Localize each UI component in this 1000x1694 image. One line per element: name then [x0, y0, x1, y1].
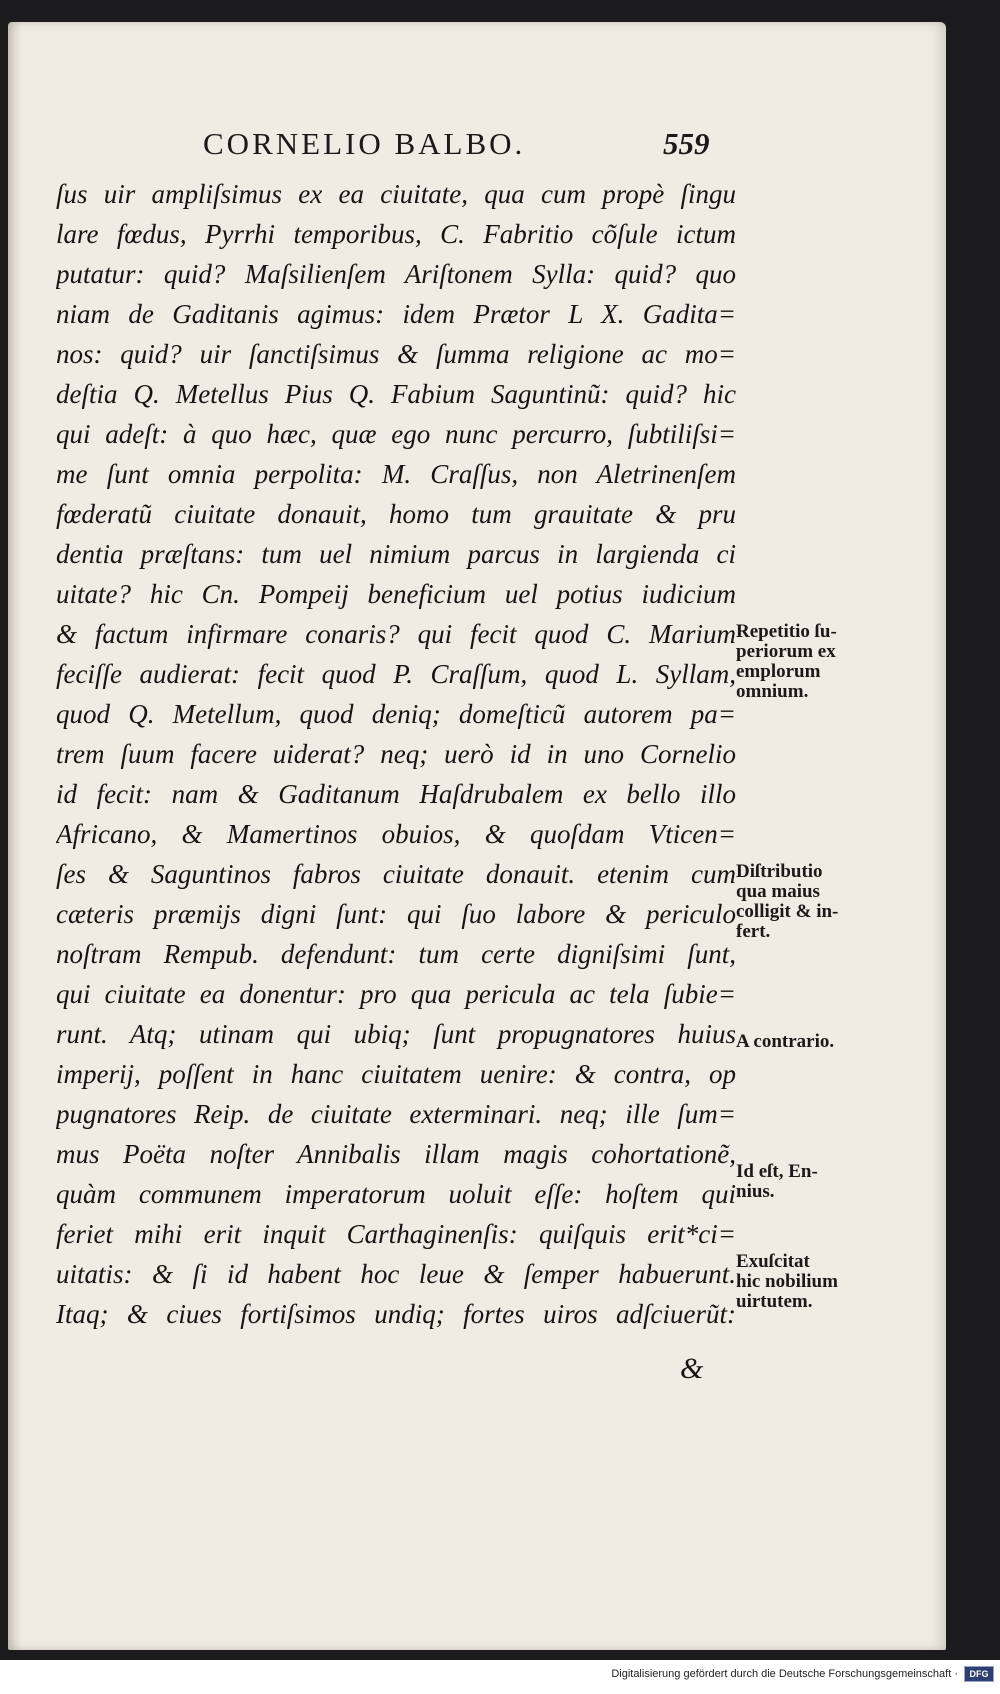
text-line: pugnatores Reip. de ciuitate exterminari. neq; ille ſum=	[56, 1099, 736, 1129]
funding-credit: Digitalisierung gefördert durch die Deutsche Forschungsgemeinschaft ·	[611, 1668, 958, 1680]
text-line: noſtram Rempub. defendunt: tum certe digniſsimi ſunt,	[56, 939, 736, 969]
main-text-block	[56, 174, 736, 1334]
marginal-note-id-est: Id eſt, En- nius.	[736, 1161, 818, 1202]
dfg-logo: DFG	[964, 1666, 994, 1682]
text-line: quàm communem imperatorum uoluit eſſe: hoſtem qui	[56, 1179, 736, 1209]
text-line: putatur: quid? Maſsilienſem Ariſtonem Sylla: quid? quo	[56, 259, 736, 289]
page-number: 559	[663, 126, 710, 161]
footer-bar	[0, 1660, 1000, 1694]
text-line: Africano, & Mamertinos obuios, & quoſdam Vticen=	[56, 819, 736, 849]
text-line: nos: quid? uir ſanctiſsimus & ſumma religione ac mo=	[56, 339, 736, 369]
text-line: imperij, poſſent in hanc ciuitatem uenire: & contra, op	[56, 1059, 736, 1089]
text-line: ſus uir ampliſsimus ex ea ciuitate, qua cum propè ſingu	[56, 179, 736, 209]
catchword: &	[680, 1352, 704, 1385]
text-line: fœderatũ ciuitate donauit, homo tum grauitate & pru	[56, 499, 736, 529]
text-line: quod Q. Metellum, quod deniq; domeſticũ autorem pa=	[56, 699, 736, 729]
text-line: uitatis: & ſi id habent hoc leue & ſemper habuerunt.	[56, 1259, 736, 1289]
text-line: cæteris præmijs digni ſunt: qui ſuo labore & periculo	[56, 899, 736, 929]
marginal-note-repetitio: Repetitio ſu- periorum ex emplorum omnium.	[736, 621, 837, 702]
text-line: qui ciuitate ea donentur: pro qua pericula ac tela ſubie=	[56, 979, 736, 1009]
text-line: ſes & Saguntinos fabros ciuitate donauit. etenim cum	[56, 859, 736, 889]
text-line: uitate? hic Cn. Pompeij beneficium uel potius iudicium	[56, 579, 736, 609]
text-line: mus Poëta noſter Annibalis illam magis cohortationẽ,	[56, 1139, 736, 1169]
text-line: feriet mihi erit inquit Carthaginenſis: quiſquis erit*ci=	[56, 1219, 736, 1249]
page-header	[8, 126, 946, 166]
text-line: deſtia Q. Metellus Pius Q. Fabium Saguntinũ: quid? hic	[56, 379, 736, 409]
text-line: runt. Atq; utinam qui ubiq; ſunt propugnatores huius	[56, 1019, 736, 1049]
book-page	[8, 22, 946, 1650]
text-line: feciſſe audierat: fecit quod P. Craſſum, quod L. Syllam,	[56, 659, 736, 689]
running-title: CORNELIO BALBO.	[203, 126, 526, 161]
text-line: & factum infirmare conaris? qui fecit quod C. Marium	[56, 619, 736, 649]
text-line: dentia præſtans: tum uel nimium parcus in largienda ci	[56, 539, 736, 569]
text-line: trem ſuum facere uiderat? neq; uerò id in uno Cornelio	[56, 739, 736, 769]
text-line: id fecit: nam & Gaditanum Haſdrubalem ex bello illo	[56, 779, 736, 809]
marginal-note-distributio: Diſtributio qua maius colligit & in- fert.	[736, 861, 839, 942]
marginal-note-exuscitat: Exuſcitat hic nobilium uirtutem.	[736, 1251, 838, 1312]
text-line: Itaq; & ciues fortiſsimos undiq; fortes uiros adſciuerũt:	[56, 1299, 736, 1329]
text-line: lare fœdus, Pyrrhi temporibus, C. Fabritio cõſule ictum	[56, 219, 736, 249]
marginal-note-a-contrario: A contrario.	[736, 1031, 835, 1052]
text-line: me ſunt omnia perpolita: M. Craſſus, non Aletrinenſem	[56, 459, 736, 489]
text-line: niam de Gaditanis agimus: idem Prætor L X. Gadita=	[56, 299, 736, 329]
text-line: qui adeſt: à quo hæc, quæ ego nunc percurro, ſubtiliſsi=	[56, 419, 736, 449]
